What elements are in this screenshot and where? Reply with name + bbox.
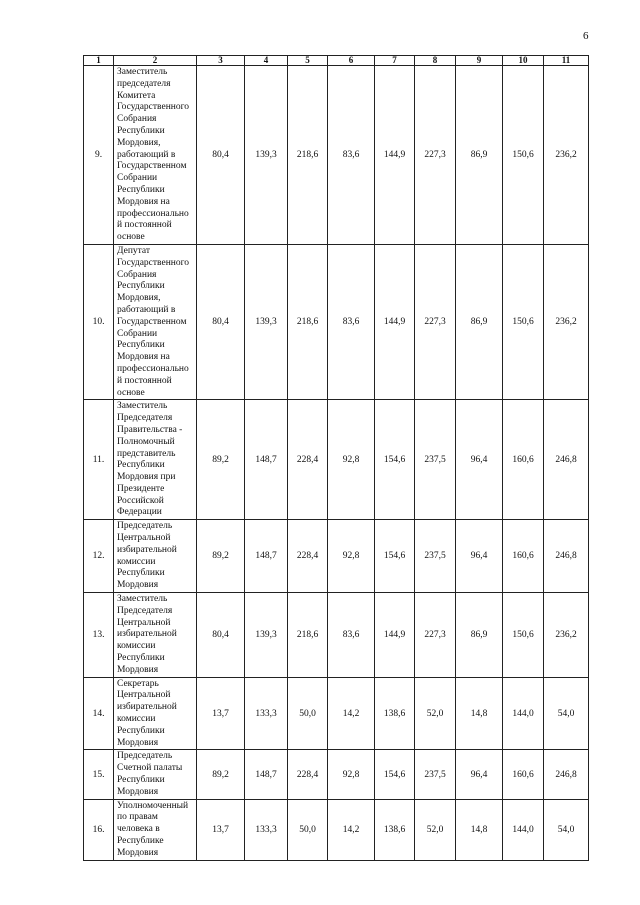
value-cell: 80,4: [197, 593, 245, 678]
value-cell: 144,9: [375, 66, 415, 245]
column-header: 6: [328, 56, 375, 66]
value-cell: 150,6: [503, 593, 544, 678]
value-cell: 83,6: [328, 66, 375, 245]
value-cell: 246,8: [544, 400, 589, 520]
value-cell: 139,3: [245, 66, 288, 245]
value-cell: 80,4: [197, 66, 245, 245]
value-cell: 227,3: [415, 244, 456, 399]
row-number: 10.: [84, 244, 114, 399]
position-description: Заместитель председателя Комитета Государственного Собрания Республики Мордовия, работающий в Государственном Собрании Республики Мордовия на профессионально й постоянной основе: [114, 66, 197, 245]
position-description: Председатель Счетной палаты Республики Мордовия: [114, 750, 197, 799]
row-number: 16.: [84, 799, 114, 860]
column-header: 3: [197, 56, 245, 66]
value-cell: 14,8: [456, 677, 503, 750]
value-cell: 92,8: [328, 750, 375, 799]
position-description: Заместитель Председателя Центральной избирательной комиссии Республики Мордовия: [114, 593, 197, 678]
value-cell: 89,2: [197, 750, 245, 799]
column-header: 7: [375, 56, 415, 66]
position-description: Заместитель Председателя Правительства - Полномочный представитель Республики Мордовия при Президенте Российской Федерации: [114, 400, 197, 520]
value-cell: 148,7: [245, 520, 288, 593]
value-cell: 14,2: [328, 799, 375, 860]
value-cell: 228,4: [288, 400, 328, 520]
column-header: 8: [415, 56, 456, 66]
value-cell: 83,6: [328, 593, 375, 678]
value-cell: 218,6: [288, 66, 328, 245]
value-cell: 92,8: [328, 520, 375, 593]
value-cell: 227,3: [415, 593, 456, 678]
value-cell: 160,6: [503, 400, 544, 520]
value-cell: 50,0: [288, 799, 328, 860]
row-number: 12.: [84, 520, 114, 593]
value-cell: 13,7: [197, 677, 245, 750]
column-header: 9: [456, 56, 503, 66]
column-header: 11: [544, 56, 589, 66]
column-header: 2: [114, 56, 197, 66]
value-cell: 133,3: [245, 799, 288, 860]
value-cell: 144,0: [503, 799, 544, 860]
row-number: 9.: [84, 66, 114, 245]
value-cell: 237,5: [415, 520, 456, 593]
value-cell: 246,8: [544, 520, 589, 593]
value-cell: 237,5: [415, 750, 456, 799]
value-cell: 154,6: [375, 400, 415, 520]
row-number: 14.: [84, 677, 114, 750]
position-description: Уполномоченный по правам человека в Республике Мордовия: [114, 799, 197, 860]
table-row: [84, 750, 589, 799]
value-cell: 54,0: [544, 799, 589, 860]
table-header-row: [84, 56, 589, 66]
value-cell: 92,8: [328, 400, 375, 520]
value-cell: 86,9: [456, 244, 503, 399]
value-cell: 227,3: [415, 66, 456, 245]
value-cell: 228,4: [288, 750, 328, 799]
value-cell: 89,2: [197, 520, 245, 593]
value-cell: 150,6: [503, 66, 544, 245]
column-header: 10: [503, 56, 544, 66]
value-cell: 148,7: [245, 750, 288, 799]
value-cell: 86,9: [456, 593, 503, 678]
table-row: [84, 244, 589, 399]
value-cell: 236,2: [544, 66, 589, 245]
position-description: Секретарь Центральной избирательной комиссии Республики Мордовия: [114, 677, 197, 750]
value-cell: 150,6: [503, 244, 544, 399]
value-cell: 144,9: [375, 244, 415, 399]
row-number: 11.: [84, 400, 114, 520]
value-cell: 160,6: [503, 520, 544, 593]
value-cell: 83,6: [328, 244, 375, 399]
value-cell: 138,6: [375, 799, 415, 860]
value-cell: 13,7: [197, 799, 245, 860]
value-cell: 246,8: [544, 750, 589, 799]
value-cell: 52,0: [415, 799, 456, 860]
table-row: [84, 593, 589, 678]
value-cell: 133,3: [245, 677, 288, 750]
salary-table: [83, 55, 589, 861]
table-row: [84, 799, 589, 860]
table-row: [84, 400, 589, 520]
value-cell: 144,9: [375, 593, 415, 678]
row-number: 13.: [84, 593, 114, 678]
column-header: 1: [84, 56, 114, 66]
value-cell: 89,2: [197, 400, 245, 520]
value-cell: 50,0: [288, 677, 328, 750]
value-cell: 236,2: [544, 593, 589, 678]
value-cell: 144,0: [503, 677, 544, 750]
position-description: Председатель Центральной избирательной комиссии Республики Мордовия: [114, 520, 197, 593]
page-number: 6: [583, 30, 589, 42]
value-cell: 54,0: [544, 677, 589, 750]
value-cell: 160,6: [503, 750, 544, 799]
table-row: [84, 66, 589, 245]
value-cell: 218,6: [288, 593, 328, 678]
row-number: 15.: [84, 750, 114, 799]
table-row: [84, 520, 589, 593]
value-cell: 80,4: [197, 244, 245, 399]
value-cell: 14,2: [328, 677, 375, 750]
value-cell: 139,3: [245, 244, 288, 399]
value-cell: 86,9: [456, 66, 503, 245]
value-cell: 96,4: [456, 400, 503, 520]
value-cell: 138,6: [375, 677, 415, 750]
value-cell: 14,8: [456, 799, 503, 860]
table-row: [84, 677, 589, 750]
value-cell: 237,5: [415, 400, 456, 520]
value-cell: 148,7: [245, 400, 288, 520]
value-cell: 139,3: [245, 593, 288, 678]
value-cell: 52,0: [415, 677, 456, 750]
column-header: 5: [288, 56, 328, 66]
column-header: 4: [245, 56, 288, 66]
value-cell: 236,2: [544, 244, 589, 399]
value-cell: 96,4: [456, 520, 503, 593]
value-cell: 228,4: [288, 520, 328, 593]
value-cell: 218,6: [288, 244, 328, 399]
position-description: Депутат Государственного Собрания Республики Мордовия, работающий в Государственном Собрании Республики Мордовия на профессионально й постоянной основе: [114, 244, 197, 399]
value-cell: 154,6: [375, 520, 415, 593]
value-cell: 96,4: [456, 750, 503, 799]
value-cell: 154,6: [375, 750, 415, 799]
